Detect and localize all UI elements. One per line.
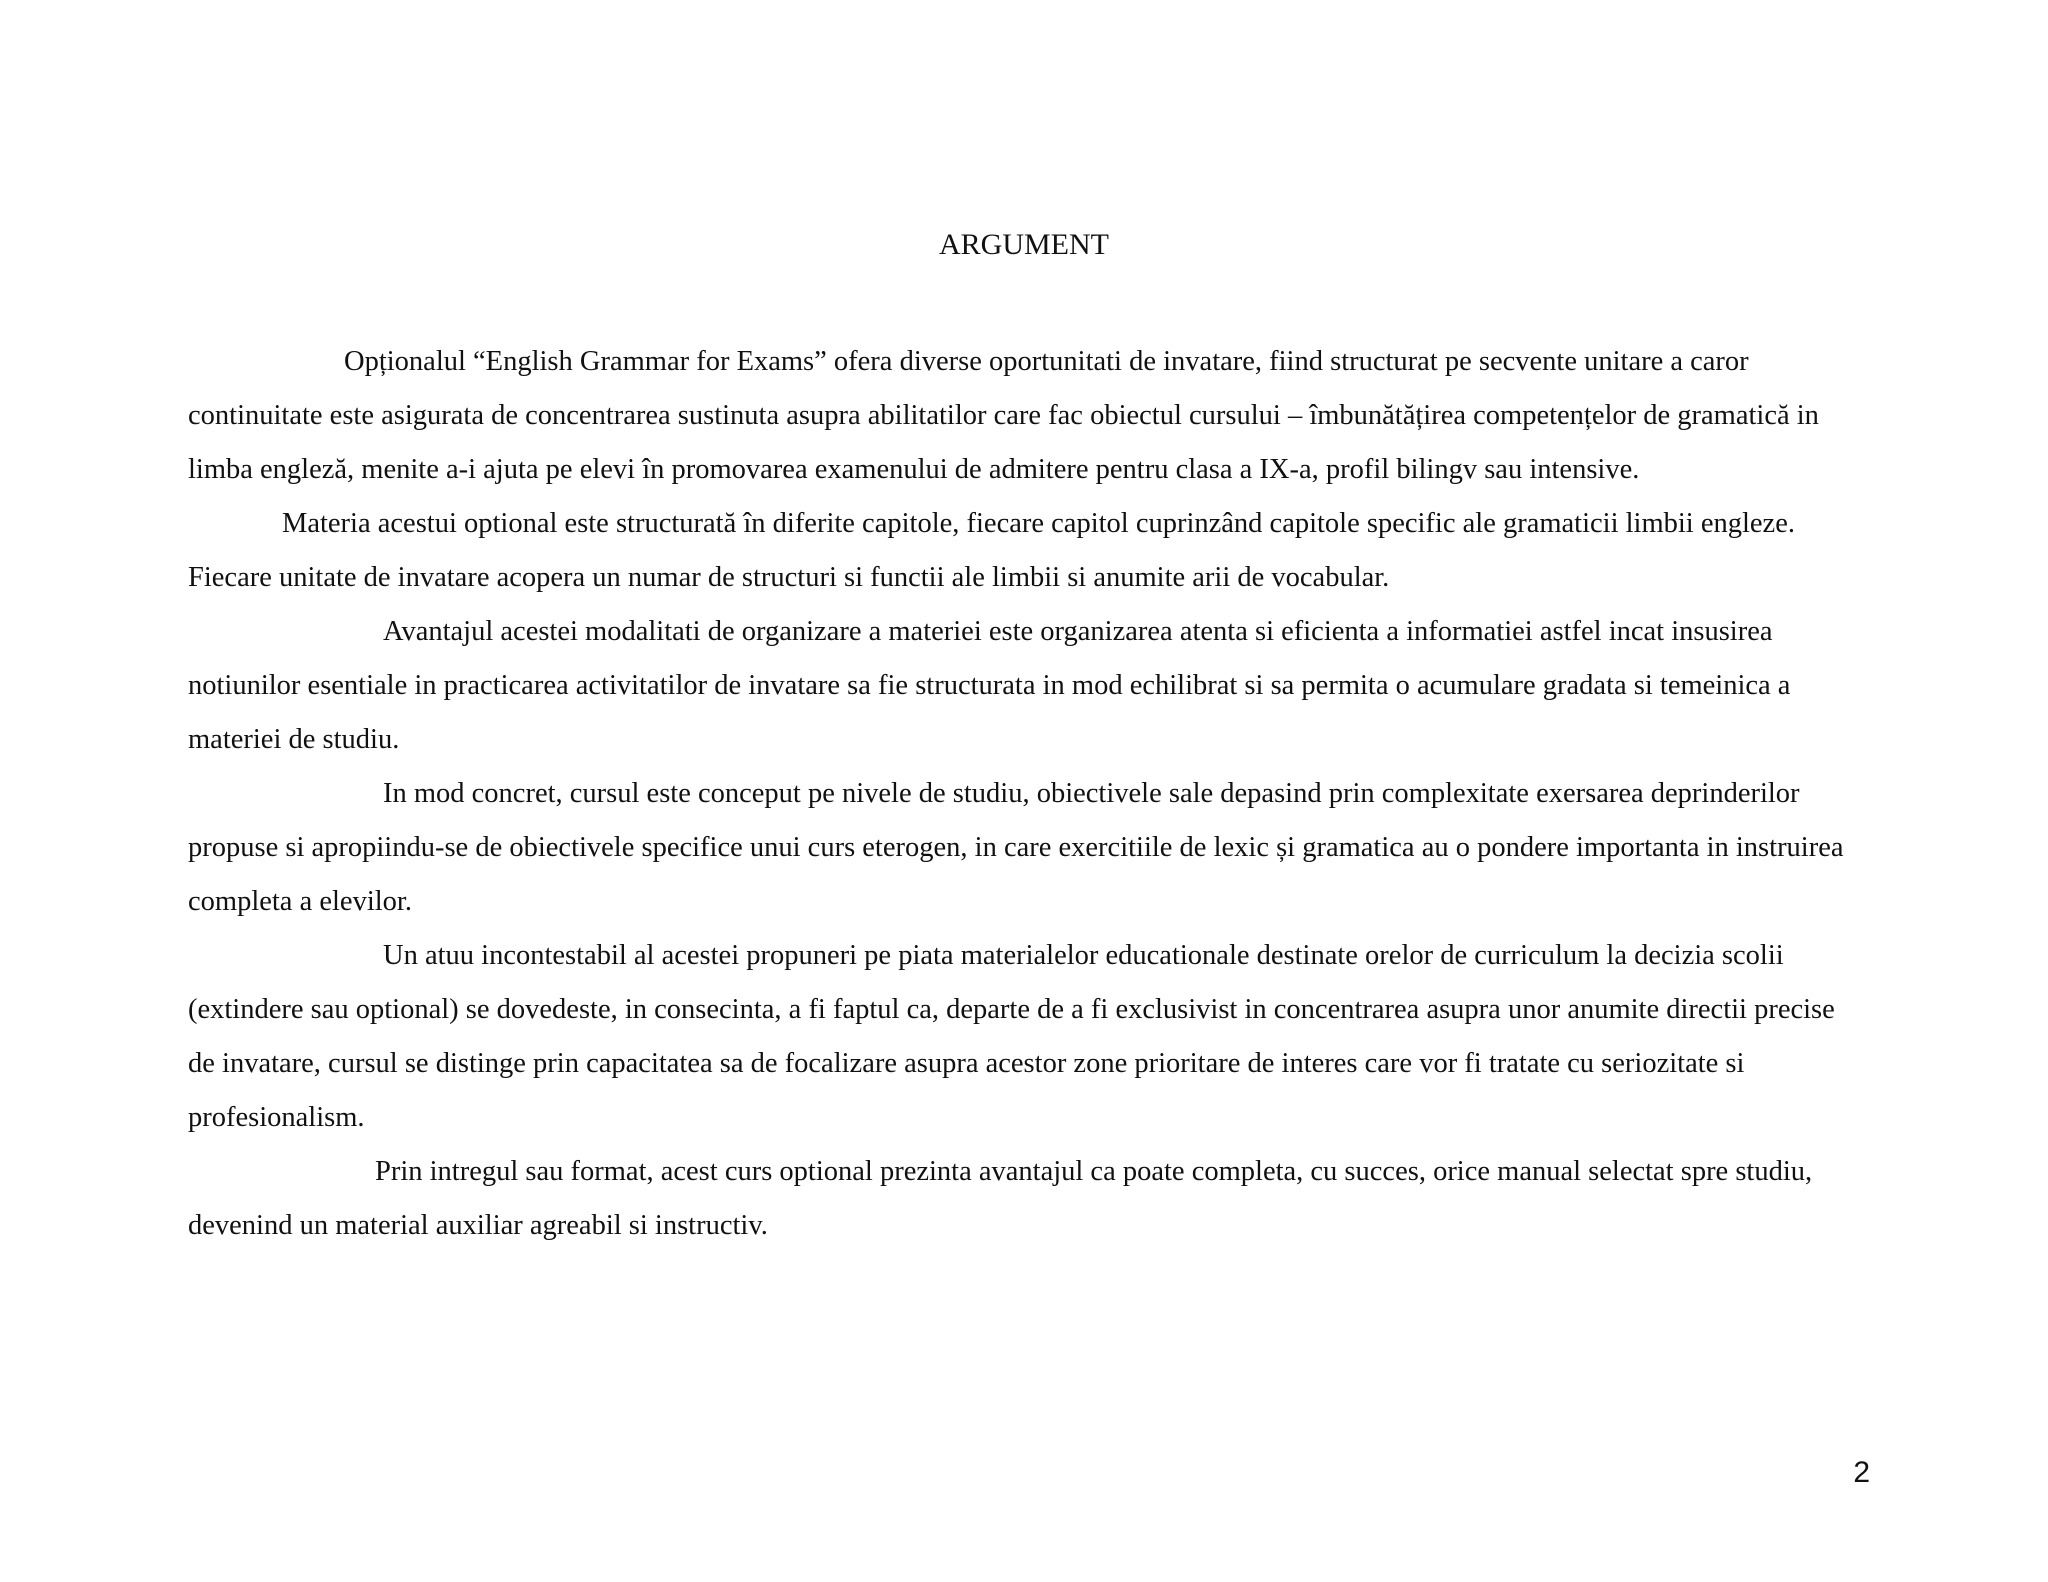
paragraph-3: Avantajul acestei modalitati de organizare a materiei este organizarea atenta si eficienta a informatiei astfel incat insusirea notiunilor esentiale in practicarea activitatilor de invatare sa fie structurata in mod echilibrat si sa permita o acumulare gradata si temeinica a materiei de studiu. [188, 616, 1791, 755]
paragraph-1: Opționalul “English Grammar for Exams” ofera diverse oportunitati de invatare, fiind structurat pe secvente unitare a caror continuitate este asigurata de concentrarea sustinuta asupra abilitatilor care fac obiectul cursului – îmbunătățirea competențelor de gramatică in limba engleză, menite a-i ajuta pe elevi în promovarea examenului de admitere pentru clasa a IX-a, profil bilingv sau intensive. [188, 346, 1819, 485]
paragraph-5: Un atuu incontestabil al acestei propuneri pe piata materialelor educationale destinate orelor de curriculum la decizia scolii (extindere sau optional) se dovedeste, in consecinta, a fi faptul ca, departe de a fi exclusivist in concentrarea asupra unor anumite directii precise de invatare, cursul se distinge prin capacitatea sa de focalizare asupra acestor zone prioritare de interes care vor fi tratate cu seriozitate si profesionalism. [188, 940, 1835, 1133]
document-title: ARGUMENT [939, 228, 1109, 261]
paragraph-4: In mod concret, cursul este conceput pe nivele de studiu, obiectivele sale depasind prin complexitate exersarea deprinderilor propuse si apropiindu-se de obiectivele specifice unui curs eterogen, in care exercitiile de lexic și gramatica au o pondere importanta in instruirea completa a elevilor. [188, 778, 1844, 917]
paragraph-6: Prin intregul sau format, acest curs optional prezinta avantajul ca poate completa, cu succes, orice manual selectat spre studiu, devenind un material auxiliar agreabil si instructiv. [188, 1156, 1813, 1241]
page-number: 2 [1853, 1456, 1870, 1489]
paragraph-2: Materia acestui optional este structurată în diferite capitole, fiecare capitol cuprinzând capitole specific ale gramaticii limbii engleze. Fiecare unitate de invatare acopera un numar de structuri si functii ale limbii si anumite arii de vocabular. [188, 508, 1795, 593]
document-body [188, 335, 1868, 1253]
